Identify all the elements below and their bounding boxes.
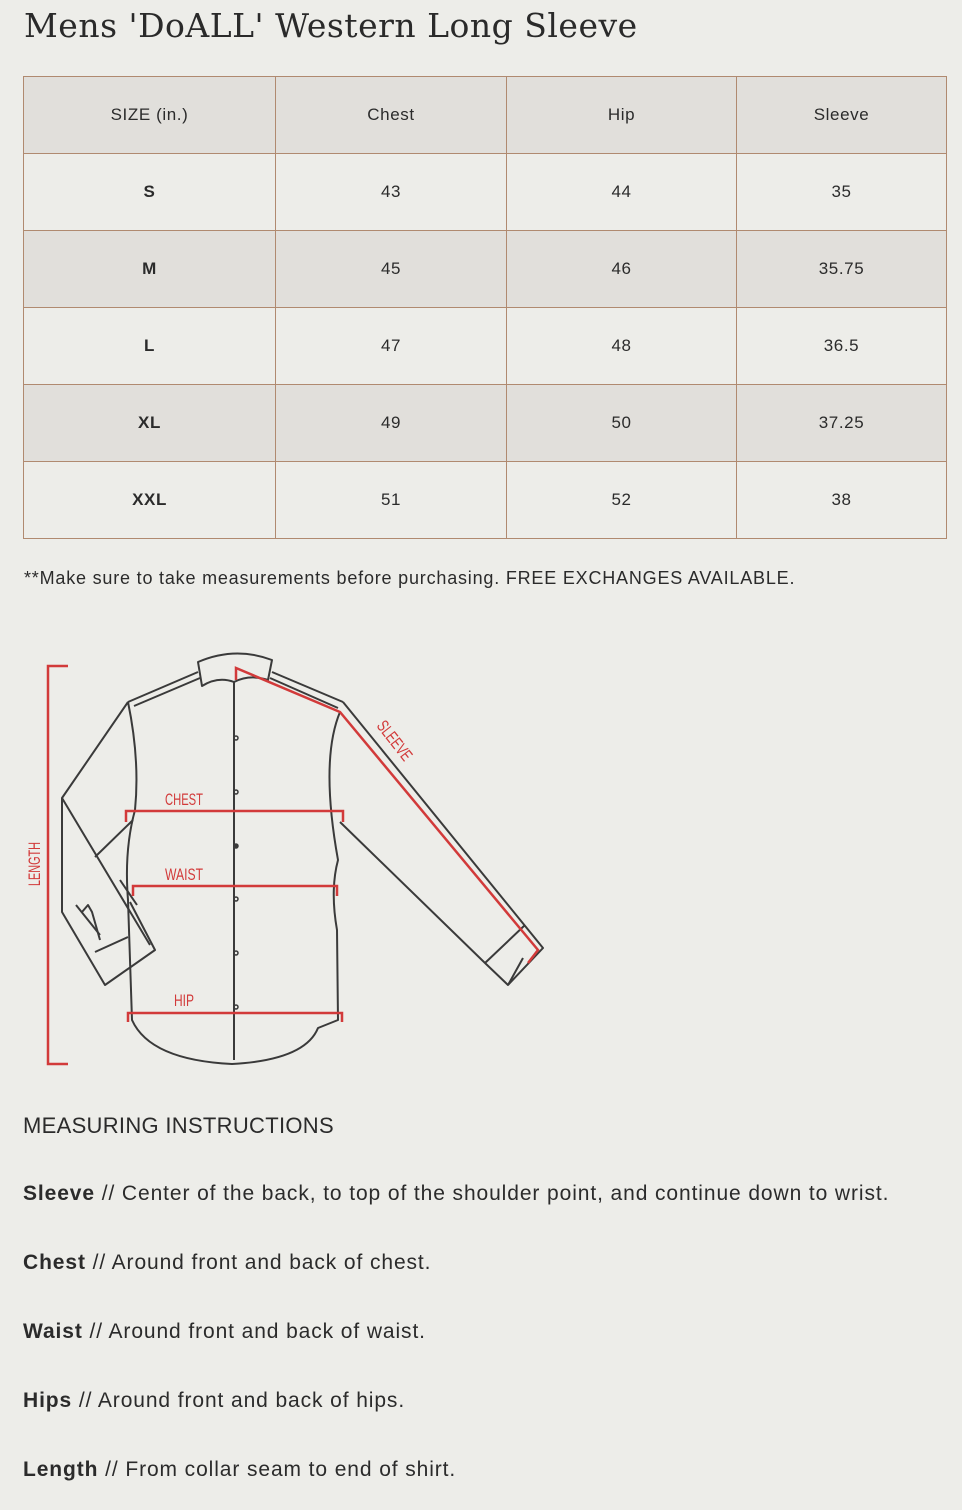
- instruction-text: From collar seam to end of shirt.: [125, 1458, 457, 1481]
- header-chest: Chest: [276, 77, 507, 154]
- instruction-term: Sleeve: [23, 1182, 95, 1205]
- chest-cell: 47: [276, 308, 507, 385]
- instruction-term: Waist: [23, 1320, 83, 1343]
- table-row: [24, 308, 947, 385]
- sleeve-cell: 36.5: [737, 308, 947, 385]
- shirt-measurement-diagram: [0, 640, 560, 1080]
- measurement-note: **Make sure to take measurements before purchasing. FREE EXCHANGES AVAILABLE.: [24, 568, 796, 588]
- instruction-hips: [23, 1389, 405, 1413]
- header-size: SIZE (in.): [24, 77, 276, 154]
- sleeve-line: [236, 668, 538, 963]
- instruction-sleeve: [23, 1182, 889, 1206]
- chest-cell: 51: [276, 462, 507, 539]
- table-row: [24, 385, 947, 462]
- hip-label: HIP: [174, 991, 194, 1010]
- size-cell: L: [24, 308, 276, 385]
- size-cell: S: [24, 154, 276, 231]
- chest-cell: 45: [276, 231, 507, 308]
- page-title: Mens 'DoALL' Western Long Sleeve: [24, 6, 638, 45]
- instruction-term: Hips: [23, 1389, 73, 1412]
- table-row: [24, 462, 947, 539]
- instruction-text: Around front and back of chest.: [111, 1251, 432, 1274]
- separator: //: [98, 1458, 126, 1481]
- sleeve-label: SLEEVE: [372, 716, 429, 781]
- sleeve-cell: 35.75: [737, 231, 947, 308]
- sleeve-cell: 35: [737, 154, 947, 231]
- header-hip: Hip: [507, 77, 737, 154]
- instruction-term: Length: [23, 1458, 99, 1481]
- length-bracket: [48, 666, 68, 1064]
- header-sleeve: Sleeve: [737, 77, 947, 154]
- instruction-chest: [23, 1251, 431, 1275]
- shirt-outline: [62, 653, 543, 1064]
- size-cell: M: [24, 231, 276, 308]
- chest-label: CHEST: [165, 790, 203, 809]
- sleeve-cell: 38: [737, 462, 947, 539]
- measuring-instructions-heading: MEASURING INSTRUCTIONS: [23, 1113, 334, 1138]
- hip-cell: 52: [507, 462, 737, 539]
- instruction-text: Center of the back, to top of the shoulder point, and continue down to wrist.: [121, 1182, 890, 1205]
- instruction-waist: [23, 1320, 426, 1344]
- size-chart-table: [23, 76, 947, 539]
- size-cell: XL: [24, 385, 276, 462]
- sleeve-cell: 37.25: [737, 385, 947, 462]
- length-label: LENGTH: [25, 817, 44, 886]
- table-row: [24, 231, 947, 308]
- hip-cell: 50: [507, 385, 737, 462]
- hip-cell: 48: [507, 308, 737, 385]
- size-cell: XXL: [24, 462, 276, 539]
- separator: //: [82, 1320, 109, 1343]
- instruction-text: Around front and back of hips.: [97, 1389, 406, 1412]
- table-header-row: [24, 77, 947, 154]
- chest-cell: 49: [276, 385, 507, 462]
- separator: //: [94, 1182, 122, 1205]
- waist-label: WAIST: [165, 865, 203, 884]
- hip-cell: 44: [507, 154, 737, 231]
- table-row: [24, 154, 947, 231]
- instruction-term: Chest: [23, 1251, 86, 1274]
- hip-cell: 46: [507, 231, 737, 308]
- instruction-length: [23, 1458, 456, 1482]
- separator: //: [85, 1251, 112, 1274]
- measurement-lines: [48, 666, 538, 1064]
- separator: //: [72, 1389, 98, 1412]
- chest-cell: 43: [276, 154, 507, 231]
- instruction-text: Around front and back of waist.: [108, 1320, 426, 1343]
